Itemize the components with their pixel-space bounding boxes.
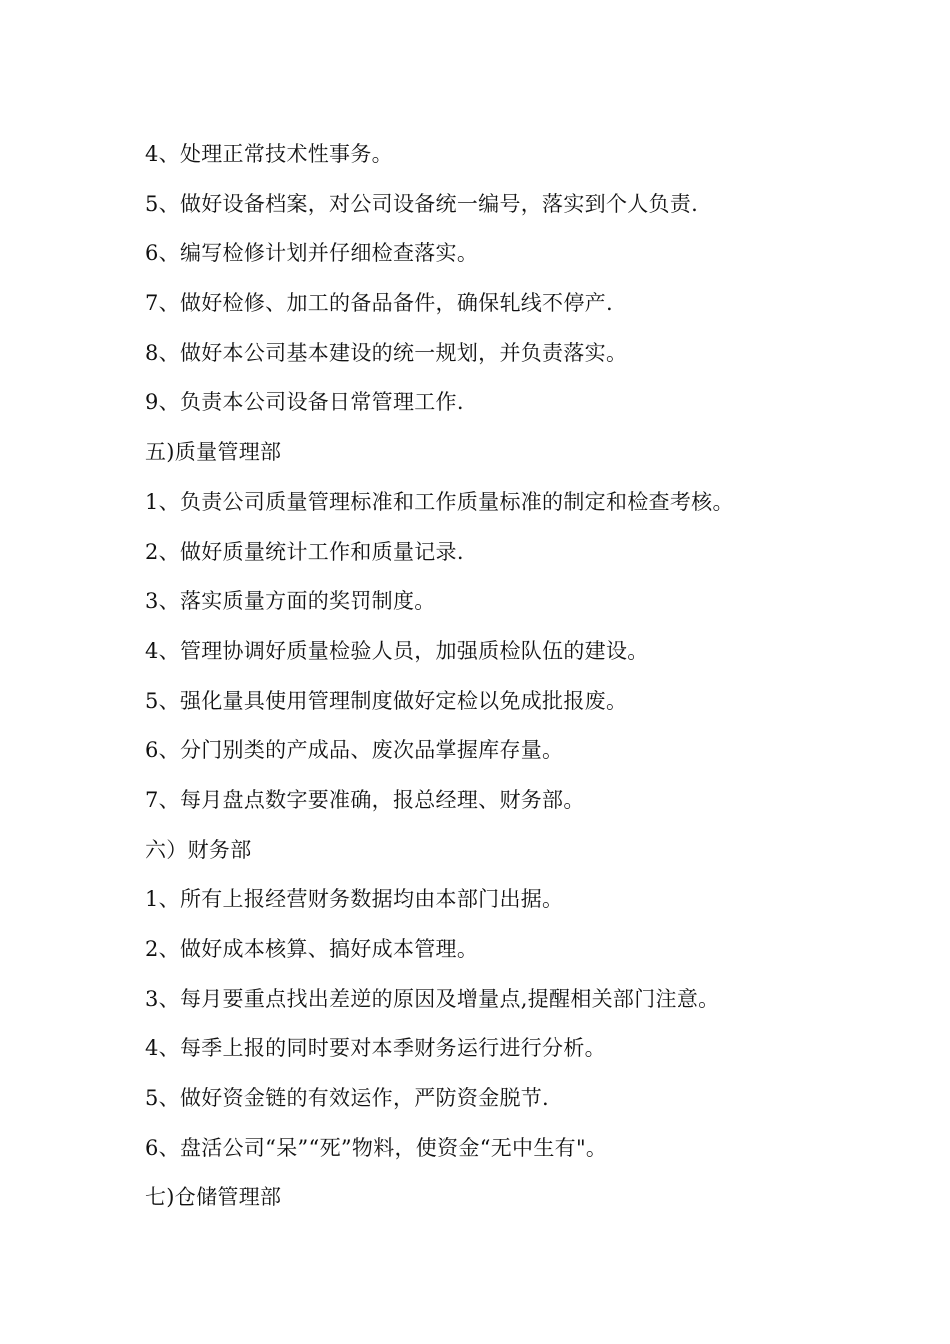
list-item: 7、每月盘点数字要准确，报总经理、财务部。: [145, 787, 585, 812]
list-item: 9、负责本公司设备日常管理工作.: [145, 390, 464, 415]
document-body: [145, 130, 905, 1223]
section-heading-warehouse: 七)仓储管理部: [145, 1185, 282, 1210]
section-heading-quality: 五)质量管理部: [145, 440, 282, 465]
list-item: 5、做好资金链的有效运作，严防资金脱节.: [145, 1086, 550, 1111]
list-item: 7、做好检修、加工的备品备件，确保轧线不停产.: [145, 291, 613, 316]
list-item: 5、强化量具使用管理制度做好定检以免成批报废。: [145, 688, 628, 713]
list-item: 4、处理正常技术性事务。: [145, 142, 393, 166]
list-item: 5、做好设备档案，对公司设备统一编号，落实到个人负责.: [145, 191, 699, 216]
list-item: 1、负责公司质量管理标准和工作质量标准的制定和检查考核。: [145, 489, 734, 514]
list-item: 2、做好质量统计工作和质量记录.: [145, 539, 464, 564]
list-item: 3、每月要重点找出差逆的原因及增量点,提醒相关部门注意。: [145, 986, 720, 1011]
list-item: 6、盘活公司“呆”“死”物料，使资金“无中生有"。: [145, 1135, 608, 1160]
list-item: 4、管理协调好质量检验人员，加强质检队伍的建设。: [145, 638, 649, 663]
list-item: 4、每季上报的同时要对本季财务运行进行分析。: [145, 1036, 606, 1061]
list-item: 1、所有上报经营财务数据均由本部门出据。: [145, 887, 564, 912]
list-item: 8、做好本公司基本建设的统一规划，并负责落实。: [145, 340, 628, 365]
list-item: 6、分门别类的产成品、废次品掌握库存量。: [145, 738, 564, 763]
section-heading-finance: 六）财务部: [145, 837, 252, 862]
list-item: 6、编写检修计划并仔细检查落实。: [145, 241, 479, 266]
list-item: 2、做好成本核算、搞好成本管理。: [145, 937, 479, 961]
list-item: 3、落实质量方面的奖罚制度。: [145, 589, 436, 614]
